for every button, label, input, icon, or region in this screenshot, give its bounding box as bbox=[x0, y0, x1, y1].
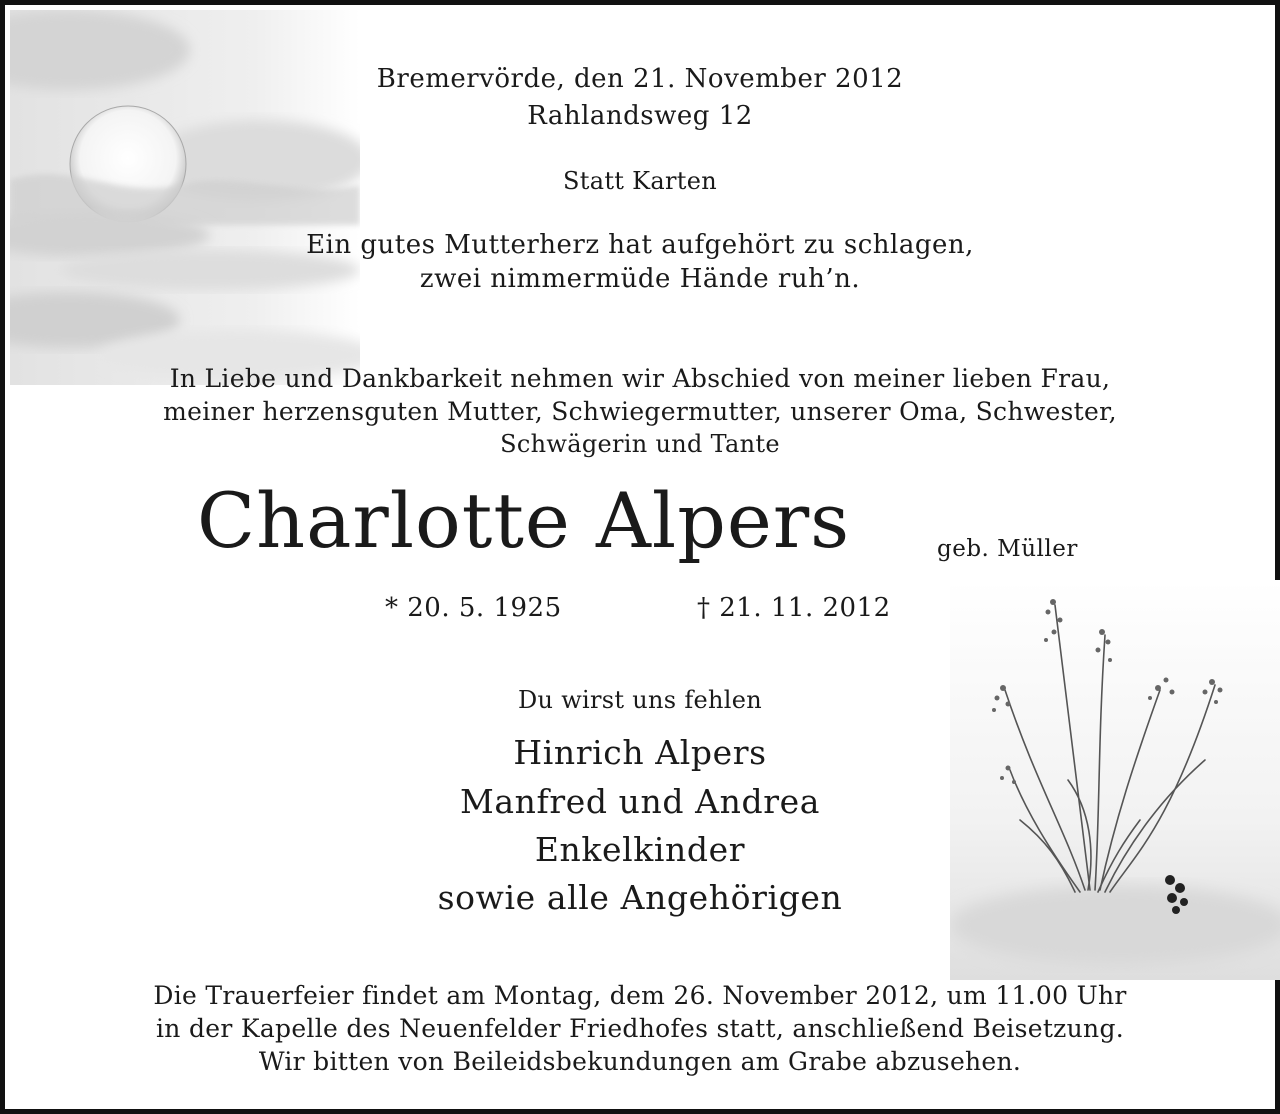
death-date: † 21. 11. 2012 bbox=[697, 593, 891, 623]
birth-date: * 20. 5. 1925 bbox=[385, 593, 562, 623]
intro-line: Schwägerin und Tante bbox=[500, 430, 780, 458]
intro-line: meiner herzensguten Mutter, Schwiegermutter, unserer Oma, Schwester, bbox=[163, 397, 1117, 426]
verse-line: zwei nimmermüde Hände ruh’n. bbox=[419, 264, 861, 294]
mourner: Hinrich Alpers bbox=[513, 733, 767, 772]
place-date: Bremervörde, den 21. November 2012 bbox=[376, 64, 904, 94]
ceremony-line: in der Kapelle des Neuenfelder Friedhofes statt, anschließend Beisetzung. bbox=[156, 1014, 1124, 1043]
verse-line: Ein gutes Mutterherz hat aufgehört zu schlagen, bbox=[306, 230, 974, 260]
grass-snow-illustration bbox=[950, 580, 1280, 980]
statt-karten: Statt Karten bbox=[563, 167, 717, 195]
intro-line: In Liebe und Dankbarkeit nehmen wir Abschied von meiner lieben Frau, bbox=[169, 364, 1111, 393]
ceremony-line: Die Trauerfeier findet am Montag, dem 26. November 2012, um 11.00 Uhr bbox=[153, 981, 1127, 1010]
mourner: Enkelkinder bbox=[534, 830, 746, 869]
ceremony-line: Wir bitten von Beileidsbekundungen am Grabe abzusehen. bbox=[258, 1047, 1022, 1076]
address: Rahlandsweg 12 bbox=[527, 101, 753, 131]
deceased-name: Charlotte Alpers bbox=[197, 476, 851, 565]
mourner: Manfred und Andrea bbox=[460, 782, 820, 821]
mourner: sowie alle Angehörigen bbox=[437, 878, 843, 917]
birth-name: geb. Müller bbox=[937, 536, 1078, 562]
farewell: Du wirst uns fehlen bbox=[517, 686, 763, 714]
